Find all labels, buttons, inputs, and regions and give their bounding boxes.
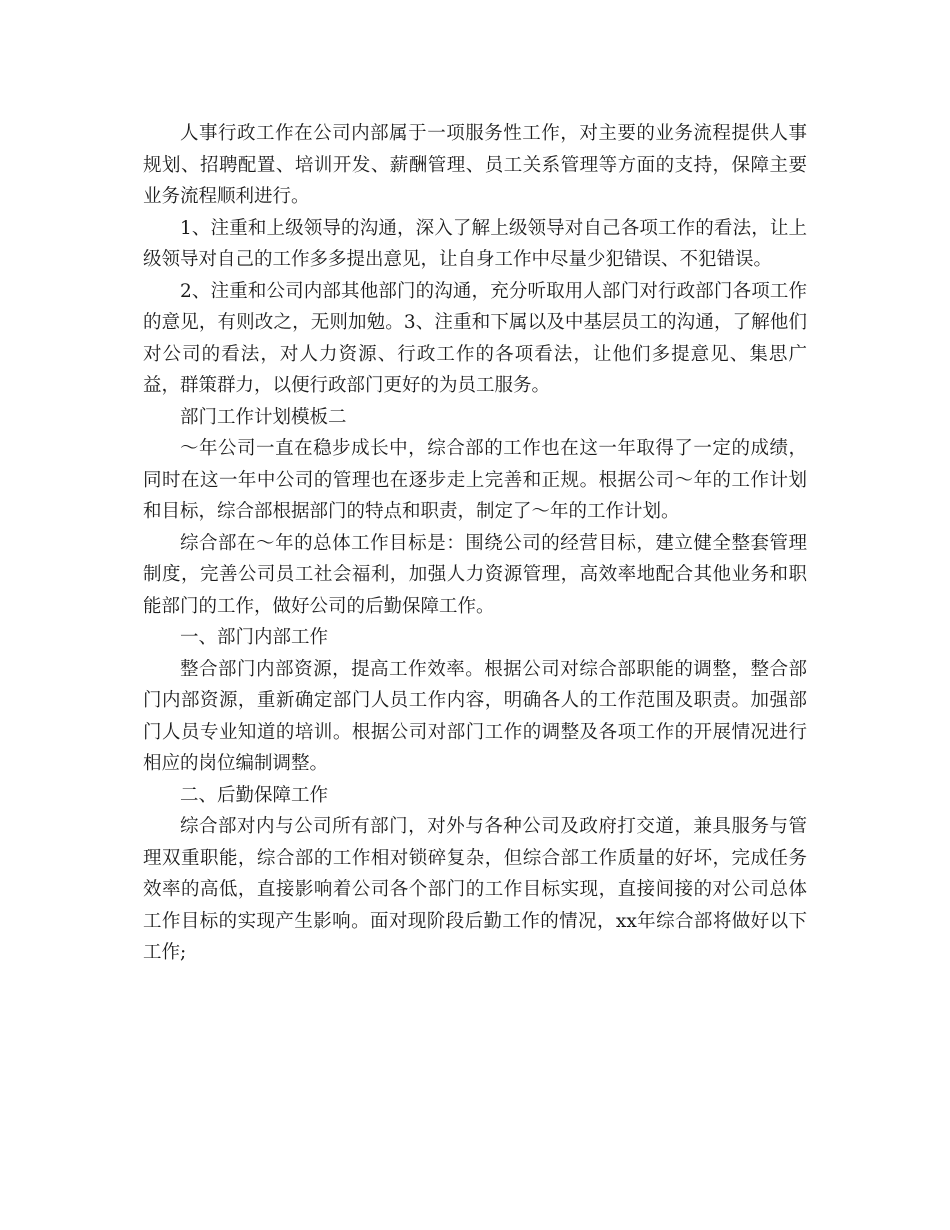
point-1-paragraph: 1、注重和上级领导的沟通，深入了解上级领导对自己各项工作的看法，让上级领导对自己的工作多多提出意见，让自身工作中尽量少犯错误、不犯错误。 [143, 217, 807, 270]
point-2-3-paragraph: 2、注重和公司内部其他部门的沟通，充分听取用人部门对行政部门各项工作的意见，有则改之，无则加勉。3、注重和下属以及中基层员工的沟通，了解他们对公司的看法，对人力资源、行政工作的各项看法，让他们多提意见、集思广益，群策群力，以便行政部门更好的为员工服务。 [143, 280, 807, 396]
section-1-heading: 一、部门内部工作 [180, 627, 329, 648]
year-summary-paragraph: ～年公司一直在稳步成长中，综合部的工作也在这一年取得了一定的成绩，同时在这一年中公司的管理也在逐步走上完善和正规。根据公司～年的工作计划和目标，综合部根据部门的特点和职责，制定了～年的工作计划。 [143, 438, 807, 522]
document-body [143, 118, 807, 969]
template-heading: 部门工作计划模板二 [180, 406, 347, 428]
section-2-heading: 二、后勤保障工作 [180, 784, 329, 806]
section-1-paragraph: 整合部门内部资源，提高工作效率。根据公司对综合部职能的调整，整合部门内部资源，重新确定部门人员工作内容，明确各人的工作范围及职责。加强部门人员专业知道的培训。根据公司对部门工作的调整及各项工作的开展情况进行相应的岗位编制调整。 [143, 658, 807, 774]
intro-paragraph: 人事行政工作在公司内部属于一项服务性工作，对主要的业务流程提供人事规划、招聘配置、培训开发、薪酬管理、员工关系管理等方面的支持，保障主要业务流程顺利进行。 [143, 123, 807, 207]
section-2-paragraph: 综合部对内与公司所有部门，对外与各种公司及政府打交道，兼具服务与管理双重职能，综合部的工作相对锁碎复杂，但综合部工作质量的好坏，完成任务效率的高低，直接影响着公司各个部门的工作目标实现，直接间接的对公司总体工作目标的实现产生影响。面对现阶段后勤工作的情况，xx年综合部将做好以下工作; [143, 816, 807, 963]
overall-goal-paragraph: 综合部在～年的总体工作目标是：围绕公司的经营目标，建立健全整套管理制度，完善公司员工社会福利，加强人力资源管理，高效率地配合其他业务和职能部门的工作，做好公司的后勤保障工作。 [143, 532, 807, 617]
